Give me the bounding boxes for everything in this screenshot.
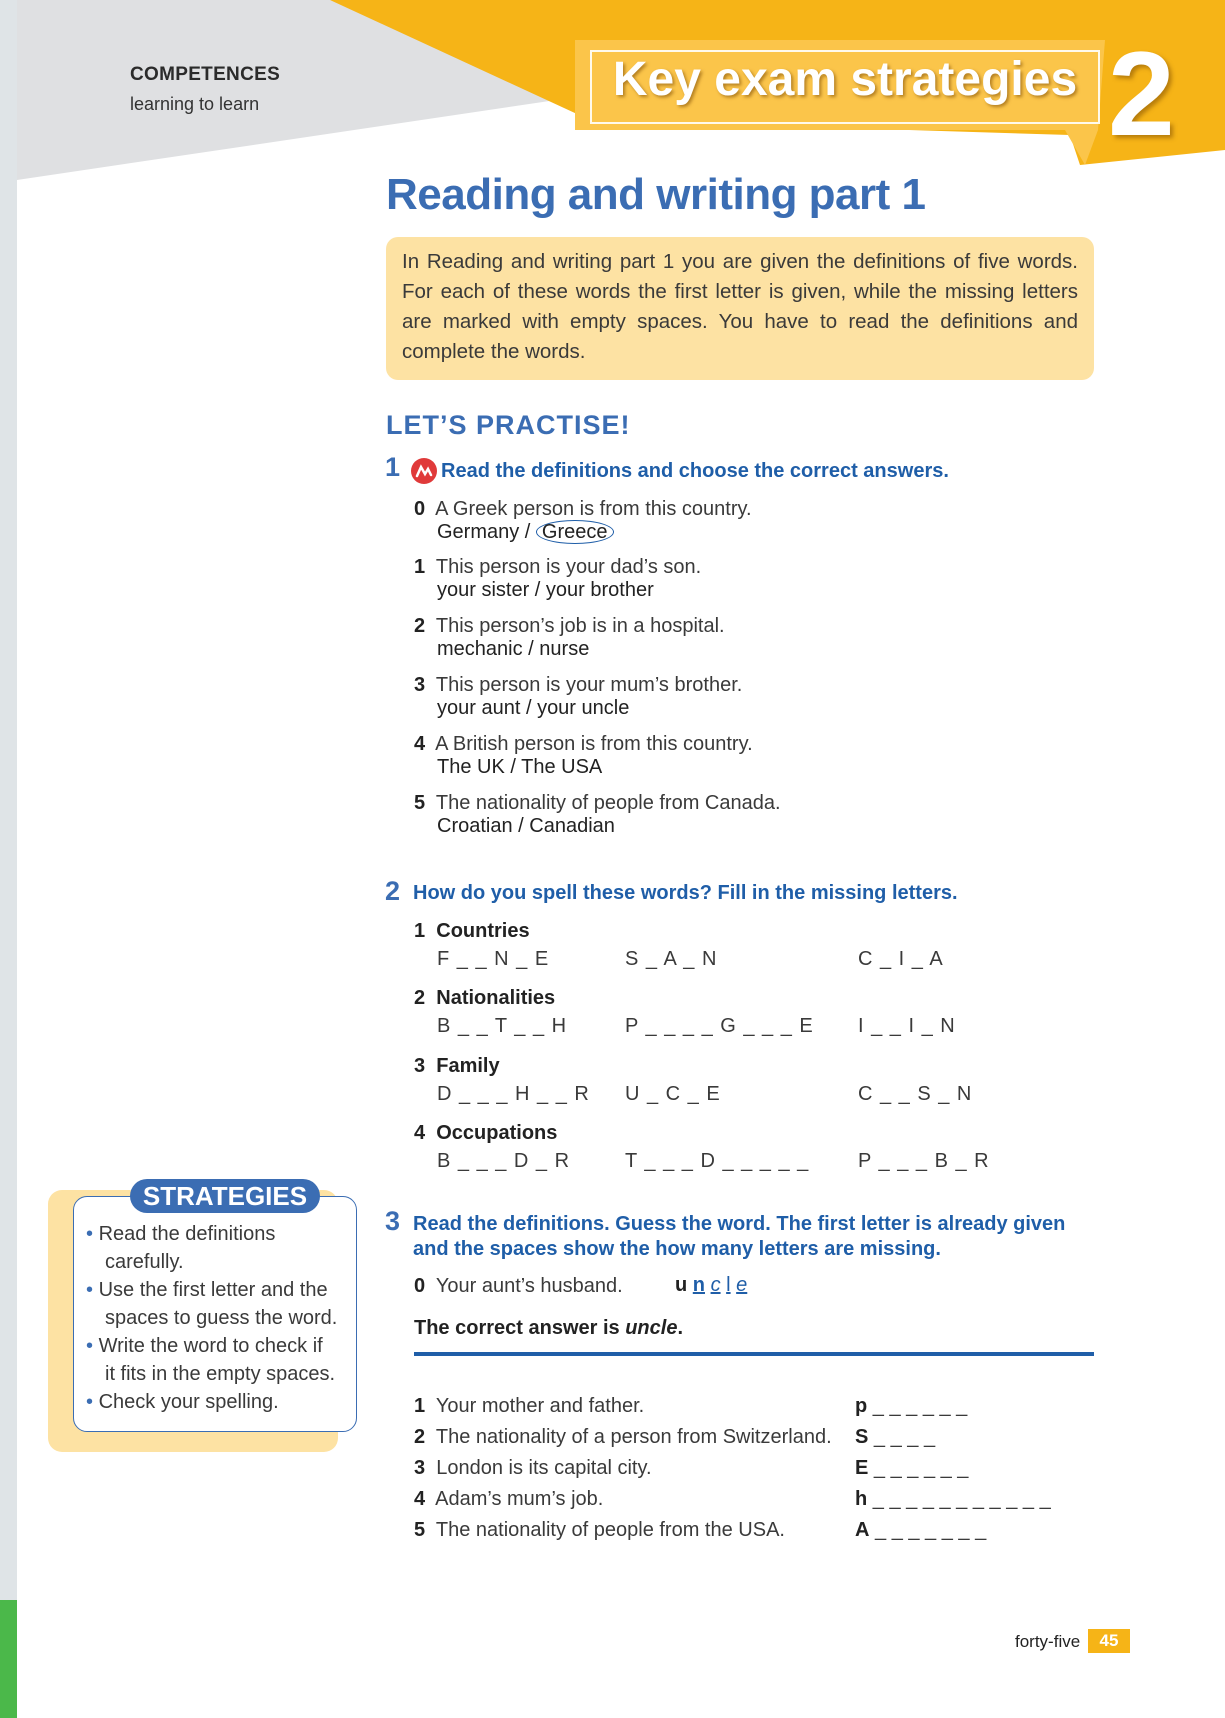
- example-item: 0 Your aunt’s husband.: [414, 1275, 623, 1297]
- list-item: 3 This person is your mum’s brother. your aunt / your uncle: [414, 674, 743, 719]
- bullet-icon: •: [86, 1223, 94, 1245]
- word-pattern[interactable]: B _ _ _ D _ R: [437, 1150, 571, 1172]
- answer-option[interactable]: mechanic: [437, 638, 523, 660]
- exercise-2-group: 4 Occupations: [414, 1122, 558, 1144]
- practise-heading: LET’S PRACTISE!: [386, 410, 631, 440]
- left-edge-strip: [0, 0, 17, 1718]
- strategies-list: [86, 1220, 354, 1416]
- exercise-1-instruction: Read the definitions and choose the correct answers.: [441, 460, 949, 482]
- word-pattern[interactable]: C _ _ S _ N: [858, 1083, 973, 1105]
- exercise-2-instruction: How do you spell these words? Fill in the missing letters.: [413, 882, 958, 904]
- bullet-icon: •: [86, 1335, 94, 1357]
- green-edge-tab: [0, 1600, 17, 1718]
- list-item: 0 A Greek person is from this country. Germany / Greece: [414, 498, 752, 543]
- word-pattern[interactable]: P _ _ _ B _ R: [858, 1150, 990, 1172]
- answer-option[interactable]: The UK: [437, 756, 505, 778]
- answer-option[interactable]: your uncle: [537, 697, 630, 719]
- page-number: 45: [1088, 1629, 1130, 1653]
- exercise-2-group: 2 Nationalities: [414, 987, 556, 1009]
- exercise-1-number: 1: [385, 452, 401, 482]
- exercise-1-list: [414, 498, 781, 851]
- answer-option[interactable]: your aunt: [437, 697, 521, 719]
- example-answer: u n c l e: [675, 1274, 748, 1296]
- bullet-icon: •: [86, 1279, 94, 1301]
- competence-sub-label: learning to learn: [130, 94, 260, 114]
- page-word: forty-five: [1015, 1632, 1081, 1651]
- bullet-icon: •: [86, 1391, 94, 1413]
- word-pattern[interactable]: U _ C _ E: [625, 1083, 721, 1105]
- list-item: 4 Adam’s mum’s job.: [414, 1488, 604, 1510]
- page-title: Reading and writing part 1: [386, 170, 926, 219]
- answer-blank[interactable]: h _ _ _ _ _ _ _ _ _ _ _: [855, 1488, 1051, 1510]
- correct-answer-line: The correct answer is uncle.: [414, 1317, 684, 1339]
- exercise-3-list: [414, 1395, 832, 1550]
- word-pattern[interactable]: S _ A _ N: [625, 948, 718, 970]
- answer-option[interactable]: The USA: [521, 756, 603, 778]
- word-pattern[interactable]: T _ _ _ D _ _ _ _ _: [625, 1150, 810, 1172]
- divider: [414, 1352, 1094, 1356]
- list-item: 2 This person’s job is in a hospital. mechanic / nurse: [414, 615, 725, 660]
- exercise-2-group: 3 Family: [414, 1055, 500, 1077]
- answer-option[interactable]: your brother: [545, 579, 654, 601]
- list-item: 1 This person is your dad’s son. your sister / your brother: [414, 556, 702, 601]
- answer-option[interactable]: your sister: [437, 579, 530, 601]
- circled-answer: Greece: [536, 520, 614, 544]
- unit-number: 2: [1108, 27, 1175, 161]
- banner-title: Key exam strategies: [612, 53, 1078, 106]
- answer-blank[interactable]: E _ _ _ _ _ _: [855, 1457, 969, 1479]
- exercise-2-group: 1 Countries: [414, 920, 530, 942]
- list-item: 3 London is its capital city.: [414, 1457, 652, 1479]
- answer-option[interactable]: nurse: [539, 638, 590, 660]
- answer-option[interactable]: Croatian: [437, 815, 513, 837]
- answer-blank[interactable]: p _ _ _ _ _ _: [855, 1395, 968, 1417]
- word-pattern[interactable]: F _ _ N _ E: [437, 948, 550, 970]
- list-item: 5 The nationality of people from the USA.: [414, 1519, 785, 1541]
- word-pattern[interactable]: P _ _ _ _ G _ _ _ E: [625, 1015, 814, 1037]
- intro-box: In Reading and writing part 1 you are given the definitions of five words. For each of these words the first letter is given, while the missing letters are marked with empty spaces. You have to read the definitions and complete the words.: [386, 237, 1094, 380]
- strategy-item: • Write the word to check if it fits in the empty spaces.: [86, 1335, 336, 1385]
- word-pattern[interactable]: C _ I _ A: [858, 948, 944, 970]
- exercise-3-instruction: Read the definitions. Guess the word. The first letter is already given and the spaces show the how many letters are missing.: [413, 1213, 1066, 1260]
- list-item: 4 A British person is from this country. The UK / The USA: [414, 733, 753, 778]
- word-pattern[interactable]: D _ _ _ H _ _ R: [437, 1083, 590, 1105]
- reading-icon: [410, 457, 438, 485]
- word-pattern[interactable]: I _ _ I _ N: [858, 1015, 956, 1037]
- list-item: 1 Your mother and father.: [414, 1395, 645, 1417]
- answer-blank[interactable]: A _ _ _ _ _ _ _: [855, 1519, 987, 1541]
- answer-option[interactable]: Canadian: [529, 815, 615, 837]
- list-item: 2 The nationality of a person from Switzerland.: [414, 1426, 832, 1448]
- exercise-3-number: 3: [385, 1206, 401, 1236]
- exercise-2-number: 2: [385, 876, 401, 906]
- strategy-item: • Check your spelling.: [86, 1391, 279, 1413]
- competences-label: COMPETENCES: [130, 64, 281, 85]
- strategies-title: STRATEGIES: [130, 1179, 320, 1213]
- answer-blank[interactable]: S _ _ _ _: [855, 1426, 936, 1448]
- strategy-item: • Read the definitions carefully.: [86, 1223, 276, 1273]
- exercise-3-answers: [855, 1395, 1051, 1550]
- word-pattern[interactable]: B _ _ T _ _ H: [437, 1015, 568, 1037]
- list-item: 5 The nationality of people from Canada. Croatian / Canadian: [414, 792, 781, 837]
- strategy-item: • Use the first letter and the spaces to guess the word.: [86, 1279, 338, 1329]
